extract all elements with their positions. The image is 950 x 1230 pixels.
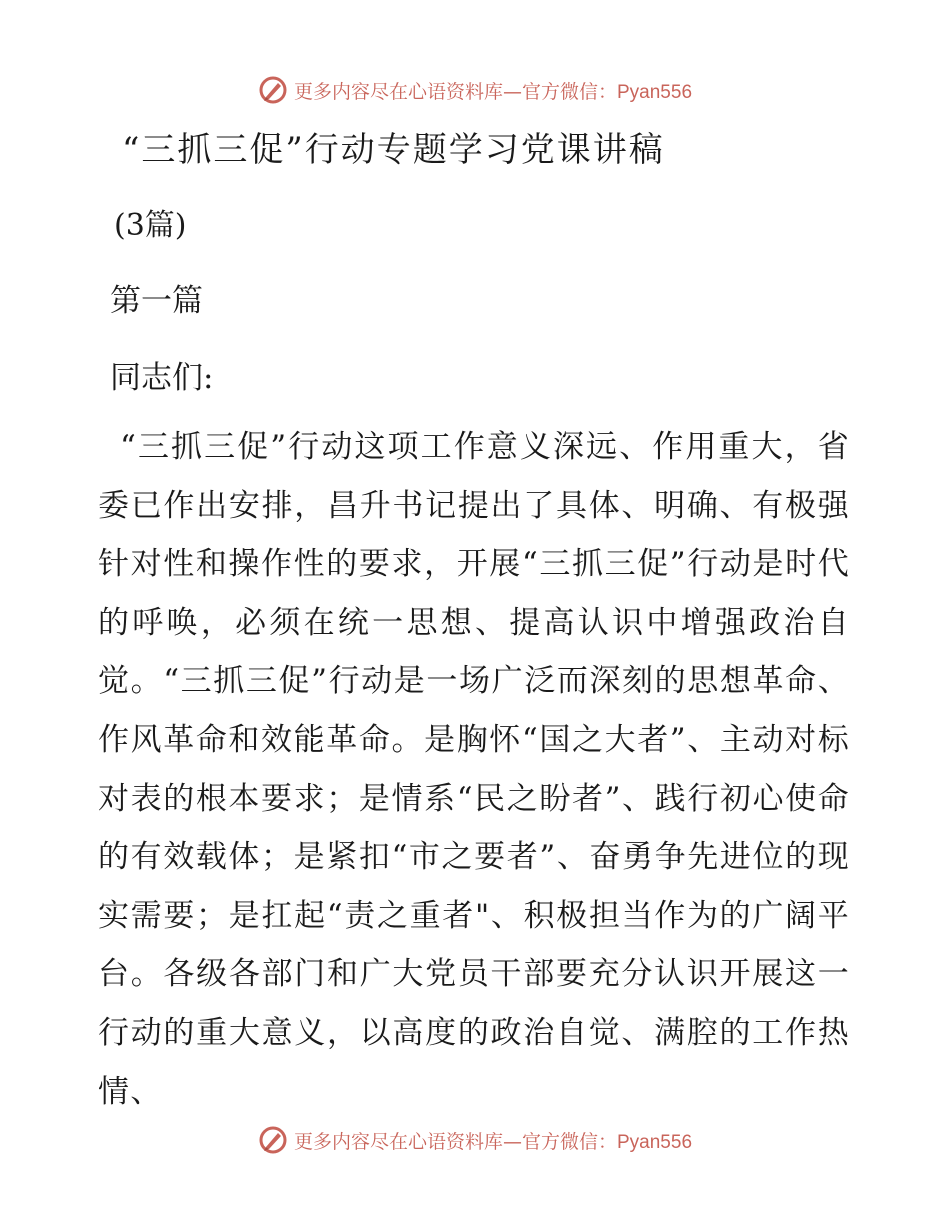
watermark-text: 更多内容尽在心语资料库—官方微信：Pyan556 (293, 1130, 693, 1153)
watermark-text: 更多内容尽在心语资料库—官方微信：Pyan556 (293, 80, 693, 103)
body-paragraph: “三抓三促”行动这项工作意义深远、作用重大，省委已作出安排，昌升书记提出了具体、明确、有极强针对性和操作性的要求，开展“三抓三促”行动是时代的呼唤，必须在统一思想、提高认识中增强政治自觉。“三抓三促”行动是一场广泛而深刻的思想革命、作风革命和效能革命。是胸怀“国之大者”、主动对标对表的根本要求；是情系“民之盼者”、践行初心使命的有效载体；是紧扣“市之要者”、奋勇争先进位的现实需要；是扛起“责之重者"、积极担当作为的广阔平台。各级各部门和广大党员干部要充分认识开展这一行动的重大意义，以高度的政治自觉、满腔的工作热情、 (98, 429, 851, 1110)
document-title: “三抓三促”行动专题学习党课讲稿 (122, 130, 665, 170)
watermark-handle: Pyan556 (617, 81, 693, 103)
quill-pen-icon (258, 75, 288, 105)
quill-pen-icon (258, 1125, 288, 1155)
watermark-handle: Pyan556 (617, 1131, 693, 1153)
salutation: 同志们: (110, 360, 214, 396)
header-watermark (0, 70, 950, 110)
footer-watermark (0, 1120, 950, 1160)
chapter-heading: 第一篇 (110, 283, 203, 319)
document-subtitle: (3篇) (114, 208, 187, 243)
